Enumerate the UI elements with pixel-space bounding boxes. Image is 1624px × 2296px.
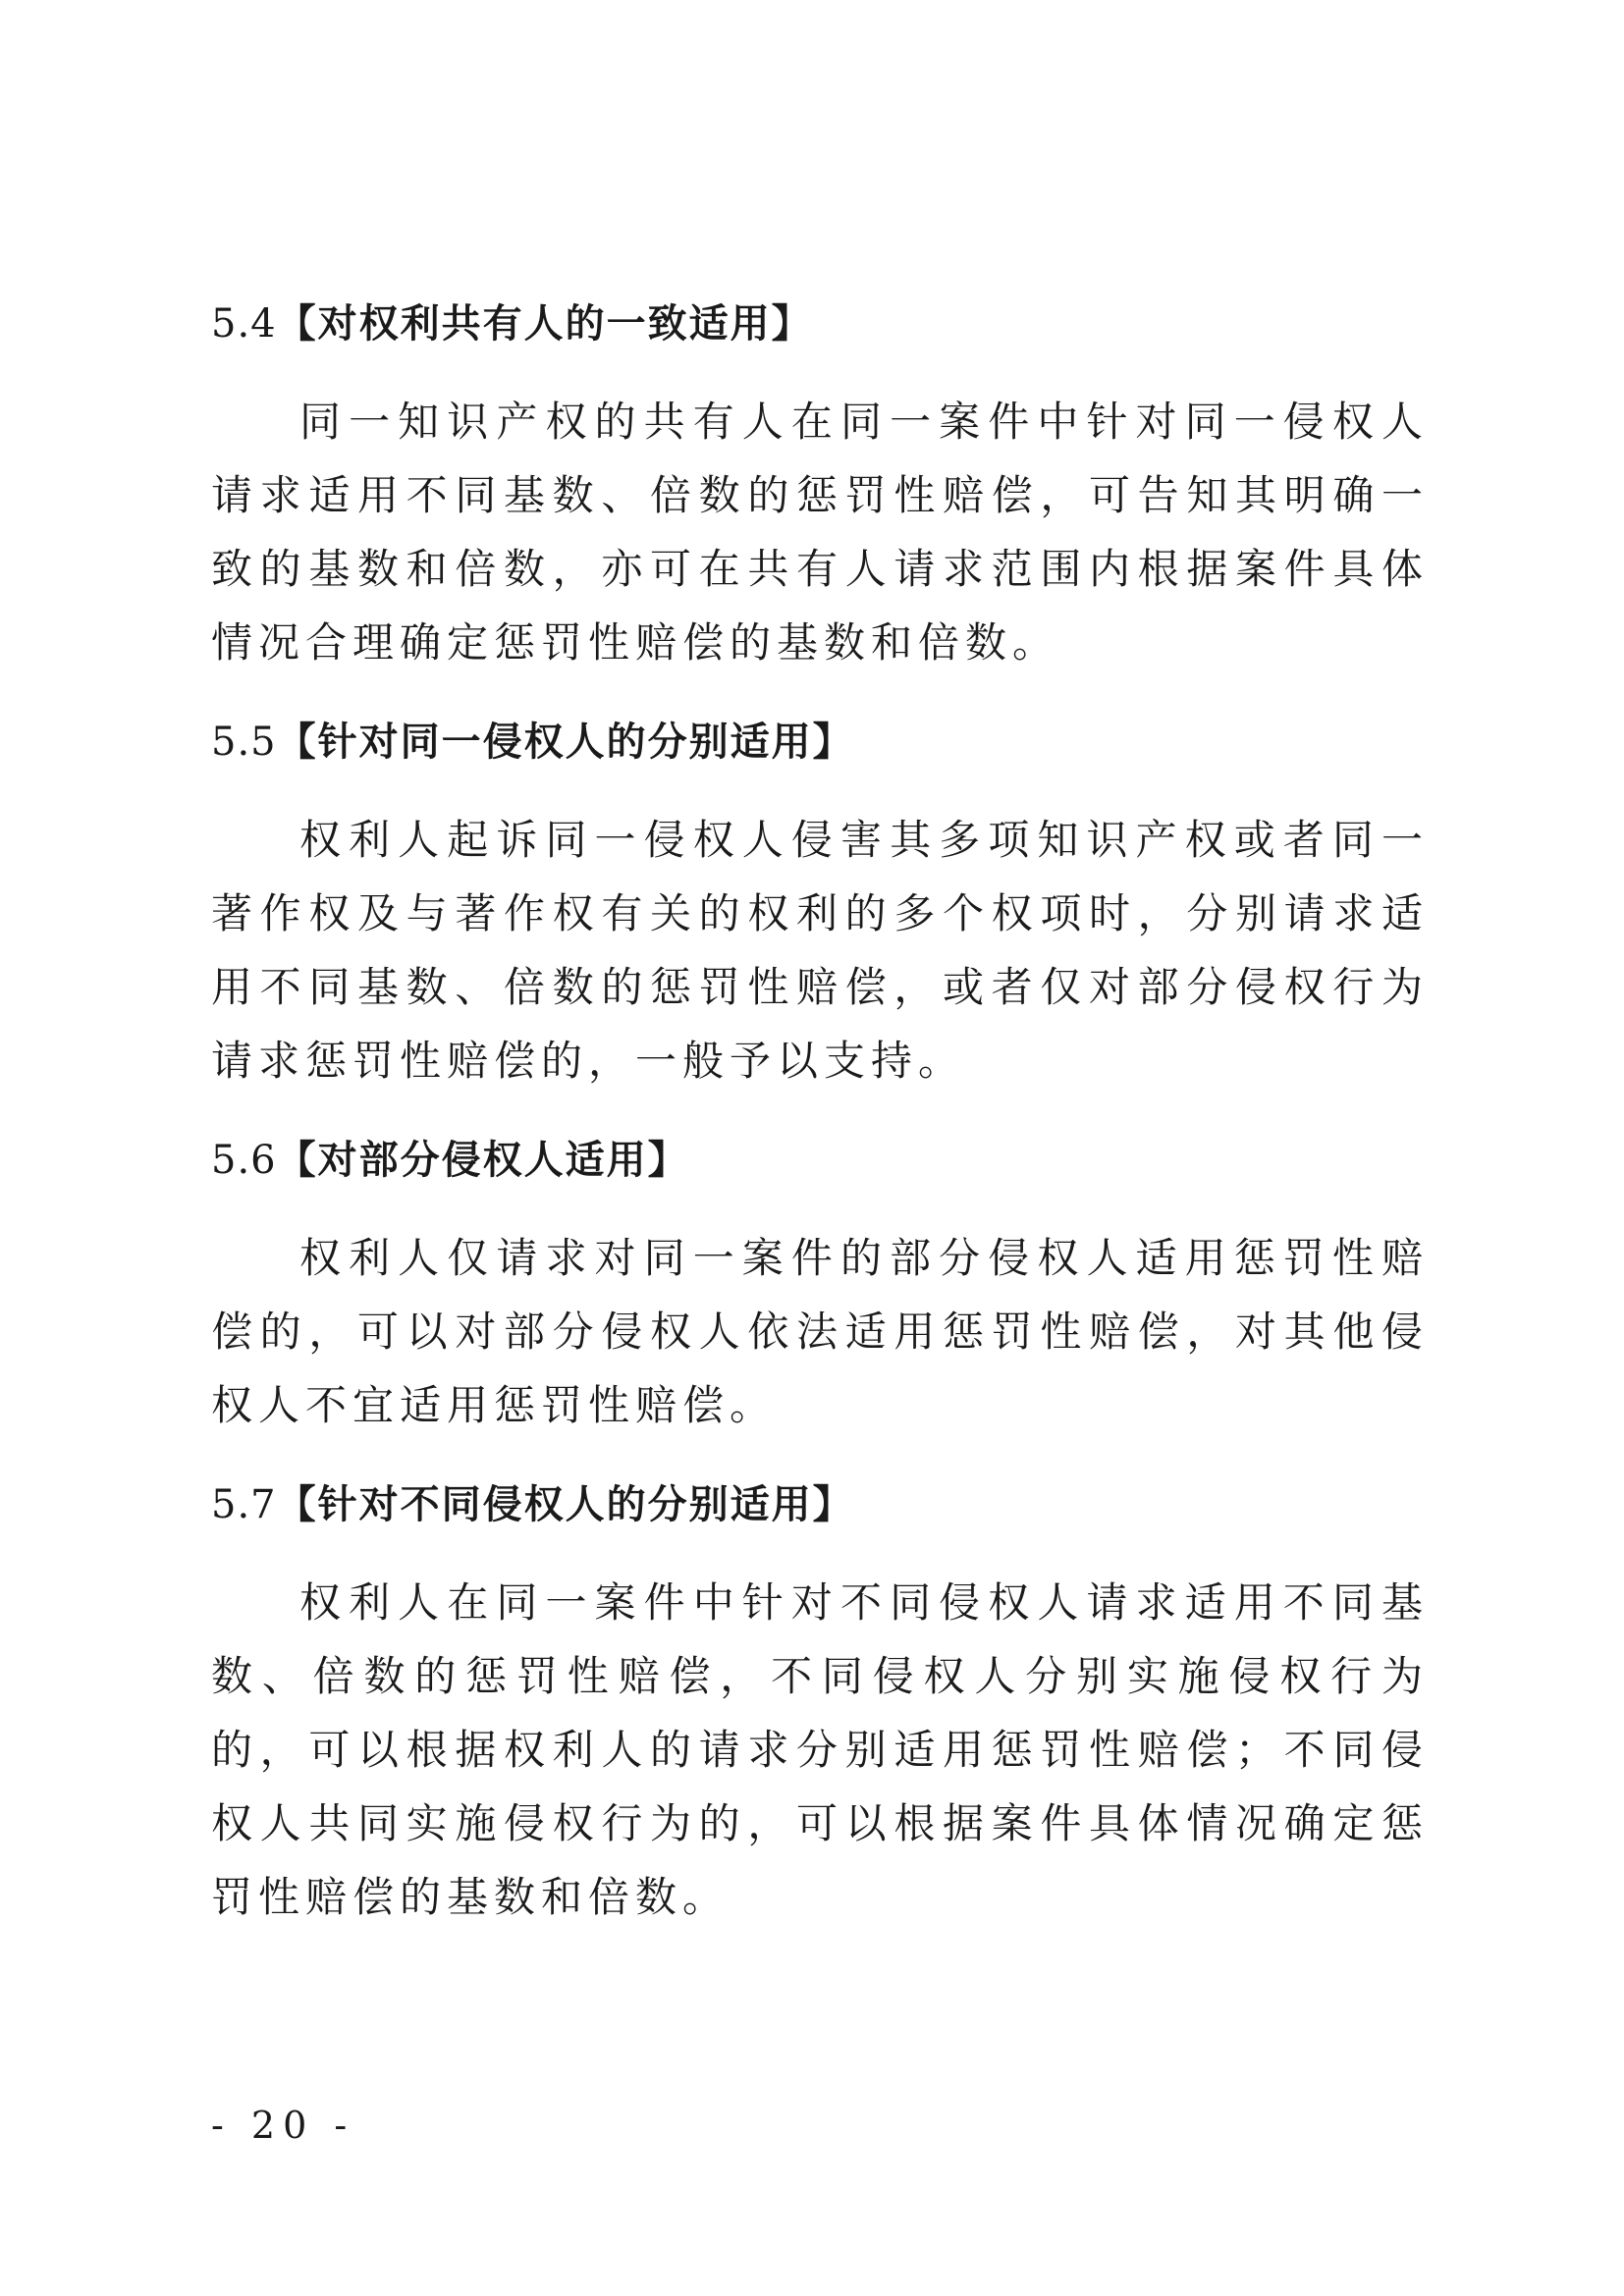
section-body: 权利人起诉同一侵权人侵害其多项知识产权或者同一著作权及与著作权有关的权利的多个权项时，分别请求适用不同基数、倍数的惩罚性赔偿，或者仅对部分侵权行为请求惩罚性赔偿的，一般予以支持。 bbox=[211, 816, 1429, 1085]
section-number: 5.4 bbox=[211, 301, 277, 347]
section-5-4 bbox=[211, 294, 1429, 679]
section-body: 权利人仅请求对同一案件的部分侵权人适用惩罚性赔偿的，可以对部分侵权人依法适用惩罚性赔偿，对其他侵权人不宜适用惩罚性赔偿。 bbox=[211, 1234, 1429, 1429]
section-body: 同一知识产权的共有人在同一案件中针对同一侵权人请求适用不同基数、倍数的惩罚性赔偿，可告知其明确一致的基数和倍数，亦可在共有人请求范围内根据案件具体情况合理确定惩罚性赔偿的基数和倍数。 bbox=[211, 398, 1429, 667]
document-content bbox=[211, 294, 1429, 1967]
section-5-5 bbox=[211, 713, 1429, 1097]
section-5-6 bbox=[211, 1131, 1429, 1442]
section-5-7 bbox=[211, 1475, 1429, 1934]
section-title: 【对部分侵权人适用】 bbox=[276, 1137, 689, 1183]
section-title: 【对权利共有人的一致适用】 bbox=[276, 300, 813, 347]
page-number: - 20 - bbox=[211, 2104, 355, 2147]
section-heading bbox=[211, 713, 1429, 772]
section-heading bbox=[211, 1475, 1429, 1534]
section-title: 【针对不同侵权人的分别适用】 bbox=[276, 1481, 854, 1527]
section-heading bbox=[211, 1131, 1429, 1190]
section-number: 5.5 bbox=[211, 720, 277, 765]
section-heading bbox=[211, 294, 1429, 353]
section-title: 【针对同一侵权人的分别适用】 bbox=[276, 719, 854, 765]
section-body: 权利人在同一案件中针对不同侵权人请求适用不同基数、倍数的惩罚性赔偿，不同侵权人分别实施侵权行为的，可以根据权利人的请求分别适用惩罚性赔偿；不同侵权人共同实施侵权行为的，可以根据案件具体情况确定惩罚性赔偿的基数和倍数。 bbox=[211, 1578, 1429, 1921]
section-number: 5.6 bbox=[211, 1138, 277, 1183]
section-number: 5.7 bbox=[211, 1482, 277, 1527]
